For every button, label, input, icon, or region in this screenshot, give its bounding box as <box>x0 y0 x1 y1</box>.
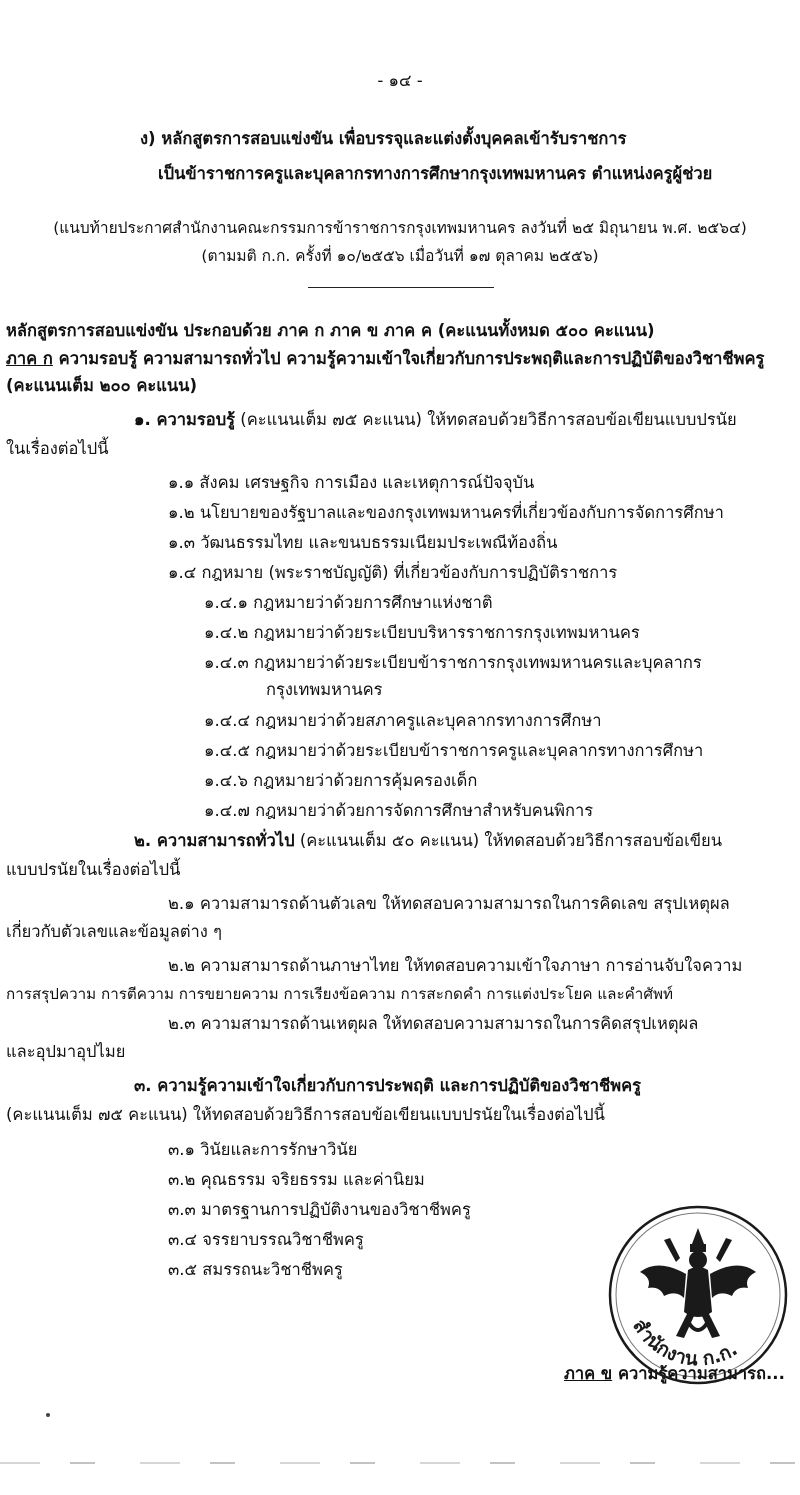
item-2-1: ๒.๑ ความสามารถด้านตัวเลข ให้ทดสอบความสามารถในการคิดเลข สรุปเหตุผล <box>168 894 730 913</box>
item-3-3: ๓.๓ มาตรฐานการปฏิบัติงานของวิชาชีพครู <box>168 1200 471 1219</box>
part-a-line <box>6 348 764 370</box>
section-1-cont: ในเรื่องต่อไปนี้ <box>6 439 109 458</box>
item-2-3: ๒.๓ ความสามารถด้านเหตุผล ให้ทดสอบความสามารถในการคิดสรุปเหตุผล <box>168 1014 699 1033</box>
item-1-4-7: ๑.๔.๗ กฎหมายว่าด้วยการจัดการศึกษาสำหรับคนพิการ <box>204 801 594 820</box>
item-1-1: ๑.๑ สังคม เศรษฐกิจ การเมือง และเหตุการณ์ปัจจุบัน <box>168 473 535 492</box>
item-1-4-3-cont: กรุงเทพมหานคร <box>266 680 383 699</box>
scan-edge-noise <box>0 1462 800 1464</box>
section-1-desc: (คะแนนเต็ม ๗๕ คะแนน) ให้ทดสอบด้วยวิธีการสอบข้อเขียนแบบปรนัย <box>235 410 737 429</box>
section-3-title: ๓. ความรู้ความเข้าใจเกี่ยวกับการประพฤติ และการปฏิบัติของวิชาชีพครู <box>134 1076 642 1095</box>
item-1-4-4: ๑.๔.๔ กฎหมายว่าด้วยสภาครูและบุคลากรทางการศึกษา <box>204 711 602 730</box>
part-a-title: ความรอบรู้ ความสามารถทั่วไป ความรู้ความเข้าใจเกี่ยวกับการประพฤติและการปฏิบัติของวิชาชีพครู <box>52 349 765 368</box>
section-1-heading <box>134 409 737 431</box>
annex-line-2: (ตามมติ ก.ก. ครั้งที่ ๑๐/๒๕๕๖ เมื่อวันที่ ๑๗ ตุลาคม ๒๕๕๖) <box>201 247 599 265</box>
part-a-score: (คะแนนเต็ม ๒๐๐ คะแนน) <box>6 376 198 395</box>
intro-line: หลักสูตรการสอบแข่งขัน ประกอบด้วย ภาค ก ภาค ข ภาค ค (คะแนนทั้งหมด ๕๐๐ คะแนน) <box>6 321 655 340</box>
section-2-cont: แบบปรนัยในเรื่องต่อไปนี้ <box>6 860 181 879</box>
heading-line-1: ง) หลักสูตรการสอบแข่งขัน เพื่อบรรจุและแต่งตั้งบุคคลเข้ารับราชการ <box>140 129 627 148</box>
item-3-2: ๓.๒ คุณธรรม จริยธรรม และค่านิยม <box>168 1170 425 1189</box>
item-2-1-cont: เกี่ยวกับตัวเลขและข้อมูลต่าง ๆ <box>6 922 222 941</box>
section-2-title: ๒. ความสามารถทั่วไป <box>134 831 295 850</box>
item-2-2-cont: การสรุปความ การตีความ การขยายความ การเรียงข้อความ การสะกดคำ การแต่งประโยค และคำศัพท์ <box>6 985 673 1003</box>
part-b-rest: ความรู้ความสามารถ... <box>612 1364 785 1383</box>
item-1-3: ๑.๓ วัฒนธรรมไทย และขนบธรรมเนียมประเพณีท้องถิ่น <box>168 533 558 552</box>
item-3-1: ๓.๑ วินัยและการรักษาวินัย <box>168 1140 358 1159</box>
section-2-heading <box>134 830 722 852</box>
section-3-cont: (คะแนนเต็ม ๗๕ คะแนน) ให้ทดสอบด้วยวิธีการสอบข้อเขียนแบบปรนัยในเรื่องต่อไปนี้ <box>6 1105 605 1124</box>
section-1-title: ๑. ความรอบรู้ <box>134 410 236 429</box>
item-1-4-2: ๑.๔.๒ กฎหมายว่าด้วยระเบียบบริหารราชการกรุงเทพมหานคร <box>204 623 640 642</box>
item-3-4: ๓.๔ จรรยาบรรณวิชาชีพครู <box>168 1230 364 1249</box>
svg-text:สำนักงาน ก.ก.: สำนักงาน ก.ก. <box>628 1315 742 1371</box>
item-1-4-5: ๑.๔.๕ กฎหมายว่าด้วยระเบียบข้าราชการครูและบุคลากรทางการศึกษา <box>204 741 704 760</box>
divider-line <box>308 287 494 288</box>
garuda-seal-icon <box>606 1200 791 1390</box>
item-3-5: ๓.๕ สมรรถนะวิชาชีพครู <box>168 1260 343 1279</box>
part-b-label: ภาค ข <box>564 1364 613 1383</box>
part-a-label: ภาค ก <box>6 349 53 368</box>
item-1-4-6: ๑.๔.๖ กฎหมายว่าด้วยการคุ้มครองเด็ก <box>204 771 478 790</box>
section-2-desc: (คะแนนเต็ม ๕๐ คะแนน) ให้ทดสอบด้วยวิธีการสอบข้อเขียน <box>294 831 722 850</box>
item-2-2: ๒.๒ ความสามารถด้านภาษาไทย ให้ทดสอบความเข้าใจภาษา การอ่านจับใจความ <box>168 956 743 975</box>
item-1-4-1: ๑.๔.๑ กฎหมายว่าด้วยการศึกษาแห่งชาติ <box>204 593 493 612</box>
page-number: - ๑๔ - <box>377 71 423 90</box>
annex-line-1: (แนบท้ายประกาศสำนักงานคณะกรรมการข้าราชการกรุงเทพมหานคร ลงวันที่ ๒๕ มิถุนายน พ.ศ. ๒๕๖๔) <box>53 219 747 237</box>
item-1-4-3: ๑.๔.๓ กฎหมายว่าด้วยระเบียบข้าราชการกรุงเทพมหานครและบุคลากร <box>204 653 702 672</box>
item-2-3-cont: และอุปมาอุปไมย <box>6 1042 126 1061</box>
item-1-2: ๑.๒ นโยบายของรัฐบาลและของกรุงเทพมหานครที่เกี่ยวข้องกับการจัดการศึกษา <box>168 503 724 522</box>
heading-line-2: เป็นข้าราชการครูและบุคลากรทางการศึกษากรุงเทพมหานคร ตำแหน่งครูผู้ช่วย <box>158 164 713 183</box>
ink-speck <box>46 1413 50 1417</box>
item-1-4: ๑.๔ กฎหมาย (พระราชบัญญัติ) ที่เกี่ยวข้องกับการปฏิบัติราชการ <box>168 563 618 582</box>
